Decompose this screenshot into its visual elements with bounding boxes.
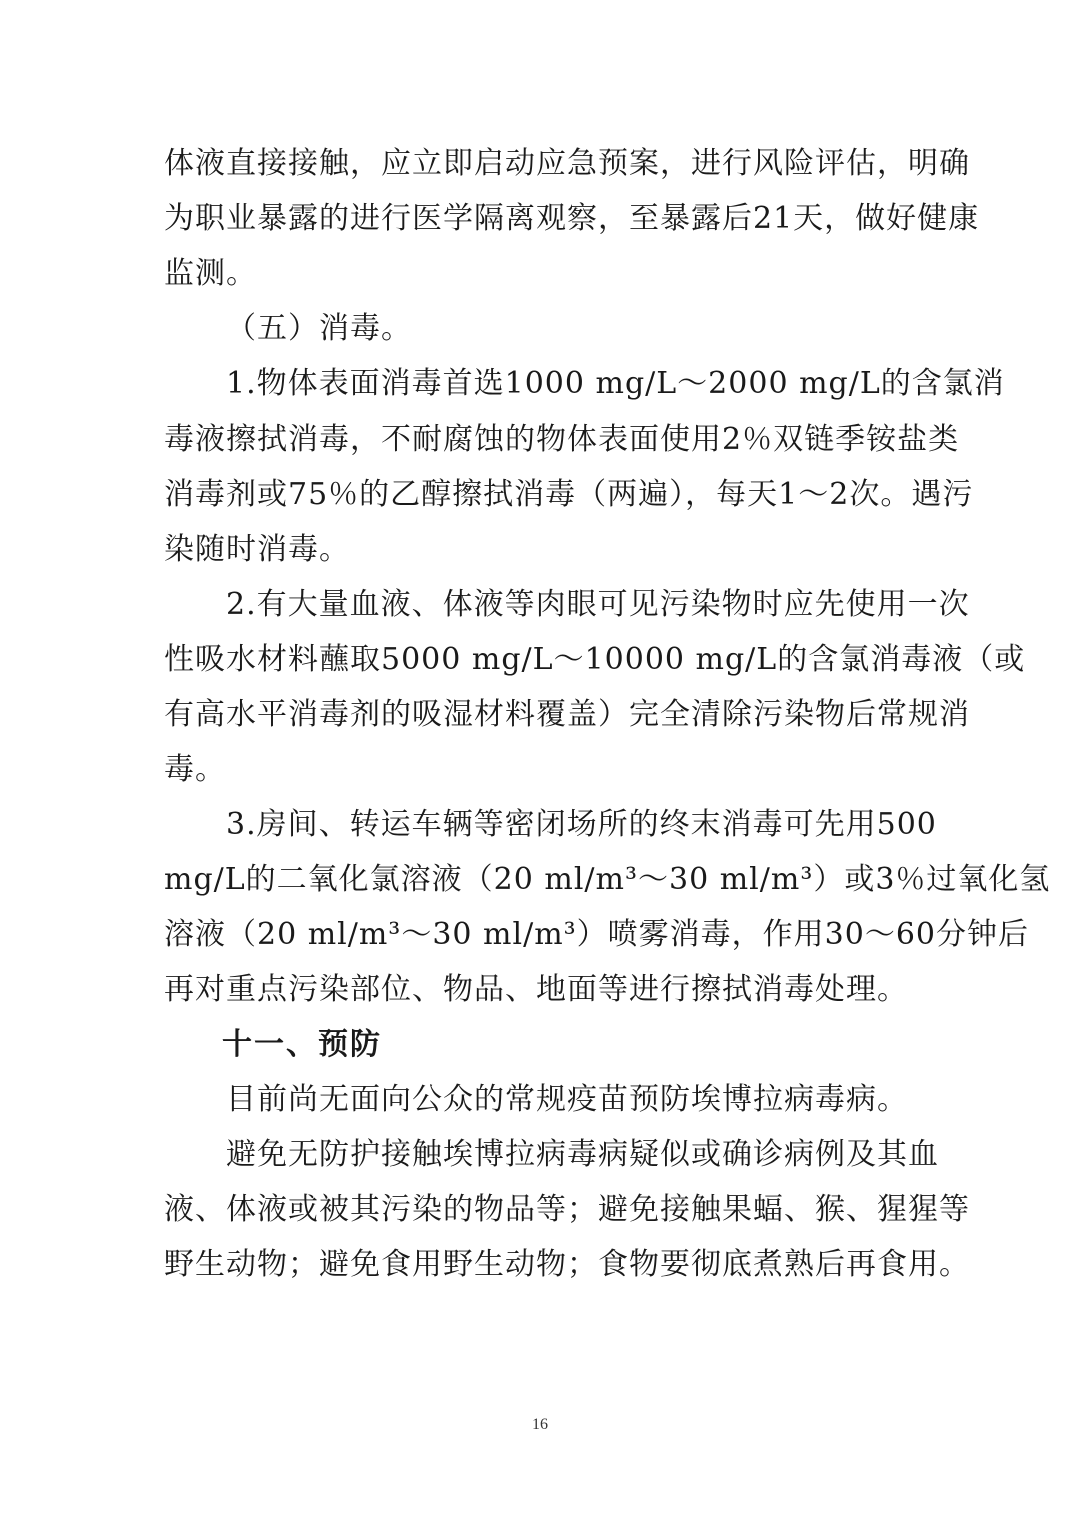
paragraph-line: 体液直接接触，应立即启动应急预案，进行风险评估，明确 xyxy=(164,146,970,181)
paragraph-line: 3.房间、转运车辆等密闭场所的终末消毒可先用500 xyxy=(226,807,937,842)
paragraph-line: 野生动物；避免食用野生动物；食物要彻底煮熟后再食用。 xyxy=(164,1247,970,1282)
paragraph-line: 毒。 xyxy=(164,752,226,787)
page-number: 16 xyxy=(532,1416,548,1433)
paragraph-line: 消毒剂或75％的乙醇擦拭消毒（两遍），每天1～2次。遇污 xyxy=(164,477,974,512)
paragraph-line: 目前尚无面向公众的常规疫苗预防埃博拉病毒病。 xyxy=(226,1082,908,1117)
paragraph-line: 2.有大量血液、体液等肉眼可见污染物时应先使用一次 xyxy=(226,587,970,622)
paragraph-line: 避免无防护接触埃博拉病毒病疑似或确诊病例及其血 xyxy=(226,1137,939,1172)
paragraph-line: 液、体液或被其污染的物品等；避免接触果蝠、猴、猩猩等 xyxy=(164,1192,970,1227)
section-subheading: （五）消毒。 xyxy=(226,311,412,346)
paragraph-line: 有高水平消毒剂的吸湿材料覆盖）完全清除污染物后常规消 xyxy=(164,697,970,732)
paragraph-line: 为职业暴露的进行医学隔离观察，至暴露后21天，做好健康 xyxy=(164,201,980,236)
paragraph-line: 1.物体表面消毒首选1000 mg/L～2000 mg/L的含氯消 xyxy=(226,366,1005,401)
paragraph-line: 溶液（20 ml/m³～30 ml/m³）喷雾消毒，作用30～60分钟后 xyxy=(164,917,1030,952)
paragraph-line: 染随时消毒。 xyxy=(164,532,350,567)
paragraph-line: 再对重点污染部位、物品、地面等进行擦拭消毒处理。 xyxy=(164,972,908,1007)
paragraph-line: mg/L的二氧化氯溶液（20 ml/m³～30 ml/m³）或3％过氧化氢 xyxy=(164,862,1051,897)
section-heading: 十一、预防 xyxy=(222,1027,382,1062)
paragraph-line: 性吸水材料蘸取5000 mg/L～10000 mg/L的含氯消毒液（或 xyxy=(164,642,1026,677)
paragraph-line: 毒液擦拭消毒，不耐腐蚀的物体表面使用2％双链季铵盐类 xyxy=(164,422,960,457)
paragraph-line: 监测。 xyxy=(164,256,257,291)
